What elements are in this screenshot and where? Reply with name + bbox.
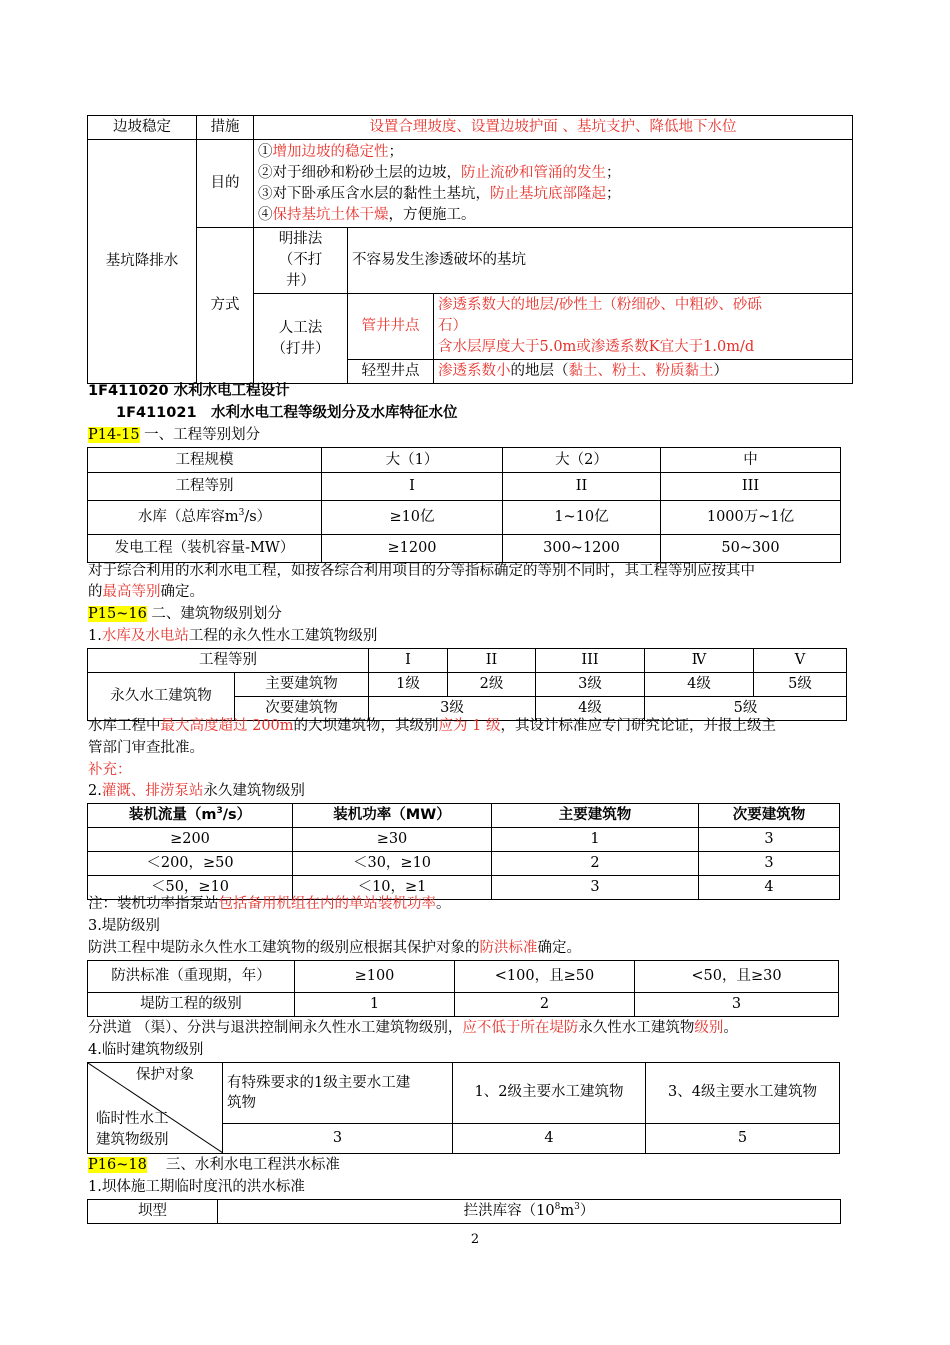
light-well: 轻型井点 <box>348 360 434 384</box>
open-drain-desc: 不容易发生渗透破坏的基坑 <box>348 228 853 294</box>
pit-dewatering: 基坑降排水 <box>88 140 197 384</box>
measures-label: 措施 <box>197 116 254 140</box>
purpose-2: ②对于细砂和粉砂土层的边坡，防止流砂和管涌的发生； <box>258 164 621 181</box>
method-label: 方式 <box>197 228 254 384</box>
section-2c: 3.堤防级别 <box>88 918 160 934</box>
purpose-3: ③对下卧承压含水层的黏性土基坑，防止基坑底部隆起； <box>258 185 621 202</box>
para-1b: 的最高等别确定。 <box>88 584 204 600</box>
project-grade-table: 工程规模 大（1） 大（2） 中 工程等别 I II III 水库（总库容$m^3/s$） ≥10亿 1~10亿 1000万~1亿 发电工程（装机容量-MW） ≥1200 300~1200 50~300 <box>87 447 841 563</box>
purpose-4: ④保持基坑土体干燥，方便施工。 <box>258 206 476 223</box>
page-number: 2 <box>470 1232 480 1247</box>
section-3-title: P16~18 三、水利水电工程洪水标准 <box>88 1157 340 1173</box>
open-drain: 明排法 （不打 井） <box>254 228 348 294</box>
para-4: 分洪道 （渠）、分洪与退洪控制闸永久性水工建筑物级别，应不低于所在堤防永久性水工建筑物级别。 <box>88 1020 738 1036</box>
page-ref: P14-15 <box>88 427 140 443</box>
flood-standard-table: 坝型 拦洪库容$(10^8m^3)$ <box>87 1199 841 1224</box>
section-3a: 1.坝体施工期临时度汛的洪水标准 <box>88 1179 305 1195</box>
note: 注：装机功率指泵站包括备用机组在内的单站装机功率。 <box>88 896 451 912</box>
purpose-label: 目的 <box>197 140 254 228</box>
pipe-well: 管井井点 <box>348 294 434 360</box>
section-1-title: P14-15 一、工程等别划分 <box>88 427 261 443</box>
light-well-desc: 渗透系数小的地层（黏土、粉土、粉质黏土） <box>434 360 853 384</box>
section-2a: 1.水库及水电站工程的永久性水工建筑物级别 <box>88 628 378 644</box>
para-2b: 管部门审查批准。 <box>88 740 204 756</box>
pump-station-table: 装机流量$(m^3/s)$ 装机功率（MW） 主要建筑物 次要建筑物 ≥200 ≥30 1 3 ＜200，≥50 ＜30，≥10 2 3 ＜50，≥10 ＜10，≥1 3 4 <box>87 803 840 900</box>
para-3: 防洪工程中堤防永久性水工建筑物的级别应根据其保护对象的防洪标准确定。 <box>88 940 581 956</box>
supplement: 补充： <box>88 762 132 778</box>
para-1a: 对于综合利用的水利水电工程，如按各综合利用项目的分等指标确定的等别不同时，其工程等别应按其中 <box>88 563 755 579</box>
purpose-1: ①增加边坡的稳定性； <box>258 143 403 160</box>
diagonal-header: 保护对象 临时性水工 建筑物级别 <box>88 1063 223 1154</box>
subsection-heading: 1F411021 水利水电工程等级划分及水库特征水位 <box>116 405 458 421</box>
dewatering-table <box>87 115 853 384</box>
pipe-well-desc: 渗透系数大的地层/砂性土（粉细砂、中粗砂、砂砾 石） 含水层厚度大于5.0m或渗透系数K宜大于1.0m/d <box>434 294 853 360</box>
section-2d: 4.临时建筑物级别 <box>88 1042 204 1058</box>
measures-text: 设置合理坡度、设置边坡护面 、基坑支护、降低地下水位 <box>254 116 853 140</box>
temporary-building-table: 保护对象 临时性水工 建筑物级别 有特殊要求的1级主要水工建 筑物 1、2级主要水工建筑物 3、4级主要水工建筑物 3 4 5 <box>87 1062 840 1154</box>
levee-table: 防洪标准（重现期，年） ≥100 <100，且≥50 <50，且≥30 堤防工程的级别 1 2 3 <box>87 960 839 1017</box>
slope-stability: 边坡稳定 <box>88 116 197 140</box>
building-grade-table: 工程等别 I II III Ⅳ V 永久水工建筑物 主要建筑物 1级 2级 3级 4级 5级 次要建筑物 3级 4级 5级 <box>87 648 847 721</box>
para-2: 水库工程中最大高度超过 200m的大坝建筑物，其级别应为 1 级，其设计标准应专门研究论证，并报上级主 <box>88 718 776 734</box>
section-2-title: P15~16 二、建筑物级别划分 <box>88 606 282 622</box>
manual-method: 人工法 （打井） <box>254 294 348 384</box>
purpose-list <box>254 140 853 228</box>
section-heading: 1F411020 水利水电工程设计 <box>88 383 290 399</box>
section-2b: 2.灌溉、排涝泵站永久建筑物级别 <box>88 783 305 799</box>
